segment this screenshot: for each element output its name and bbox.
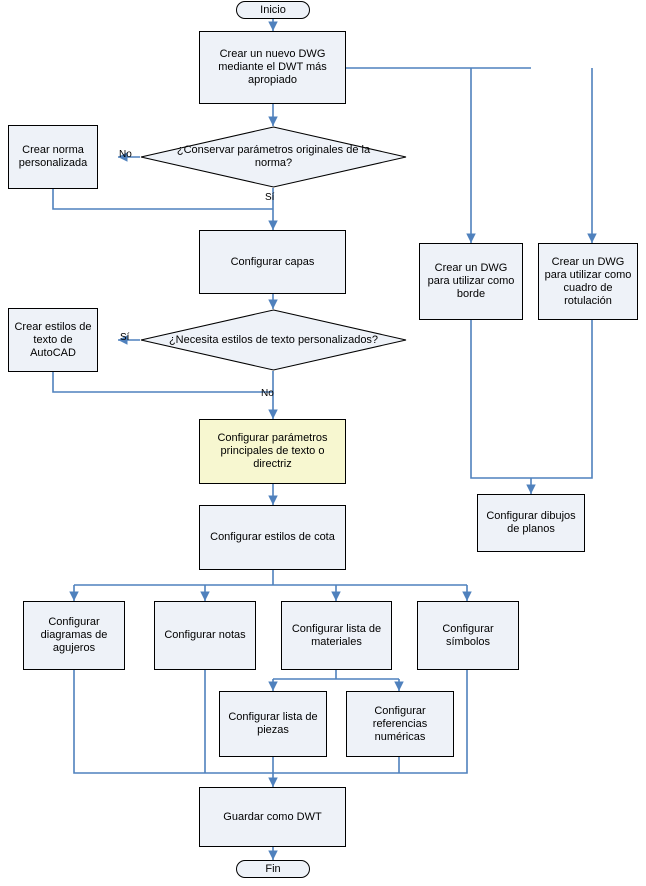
process-configurar-referencias-numericas xyxy=(346,691,454,757)
process-crear-dwg-borde xyxy=(419,243,523,320)
decision-estilos-texto-label: ¿Necesita estilos de texto personalizados? xyxy=(168,333,379,346)
terminator-end-label: Fin xyxy=(265,862,281,875)
terminator-end xyxy=(236,860,310,878)
process-configurar-notas-label: Configurar notas xyxy=(164,629,246,641)
process-crear-estilos-texto xyxy=(8,308,98,372)
process-configurar-lista-piezas-label: Configurar lista de piezas xyxy=(228,711,318,736)
process-configurar-capas xyxy=(199,230,346,294)
process-crear-estilos-texto-label: Crear estilos de texto de AutoCAD xyxy=(14,320,92,359)
process-configurar-referencias-numericas-label: Configurar referencias numéricas xyxy=(372,704,428,743)
process-crear-norma-personalizada-label: Crear norma personalizada xyxy=(18,144,88,169)
process-configurar-estilos-cota-label: Configurar estilos de cota xyxy=(210,531,335,543)
process-configurar-parametros-texto-label: Configurar parámetros principales de texto o directriz xyxy=(217,432,328,470)
terminator-start-label: Inicio xyxy=(260,3,286,16)
edge-label-texto-si: Sí xyxy=(120,332,130,343)
process-configurar-simbolos xyxy=(417,601,519,670)
process-configurar-estilos-cota xyxy=(199,505,346,570)
process-crear-nuevo-dwg-label: Crear un nuevo DWG mediante el DWT más apropiado xyxy=(218,48,327,86)
decision-estilos-texto xyxy=(140,309,407,371)
edge-label-norma-si: Sí xyxy=(265,192,275,203)
process-crear-dwg-cuadro-rotulacion-label: Crear un DWG para utilizar como cuadro de rotulación xyxy=(544,255,632,307)
process-configurar-diagramas-agujeros-label: Configurar diagramas de agujeros xyxy=(40,616,108,654)
process-configurar-parametros-texto xyxy=(199,419,346,484)
terminator-start xyxy=(236,1,310,19)
process-configurar-lista-materiales xyxy=(281,601,392,670)
process-configurar-lista-materiales-label: Configurar lista de materiales xyxy=(291,622,382,648)
process-configurar-lista-piezas xyxy=(219,691,327,757)
process-guardar-como-dwt-label: Guardar como DWT xyxy=(223,810,322,823)
process-configurar-dibujos-planos-label: Configurar dibujos de planos xyxy=(486,510,576,535)
decision-conservar-parametros xyxy=(140,126,407,188)
process-configurar-dibujos-planos xyxy=(477,494,585,552)
process-configurar-capas-label: Configurar capas xyxy=(230,255,315,268)
process-configurar-notas xyxy=(154,601,256,670)
decision-conservar-parametros-label: ¿Conservar parámetros originales de la norma? xyxy=(176,144,371,169)
process-crear-norma-personalizada xyxy=(8,125,98,189)
process-configurar-diagramas-agujeros xyxy=(23,601,125,670)
process-configurar-simbolos-label: Configurar símbolos xyxy=(442,622,494,648)
process-crear-dwg-borde-label: Crear un DWG para utilizar como borde xyxy=(427,262,515,300)
edge-label-texto-no: No xyxy=(261,388,274,399)
edge-label-norma-no: No xyxy=(119,149,132,160)
process-guardar-como-dwt xyxy=(199,787,346,847)
process-crear-nuevo-dwg xyxy=(199,31,346,104)
process-crear-dwg-cuadro-rotulacion xyxy=(538,243,638,320)
